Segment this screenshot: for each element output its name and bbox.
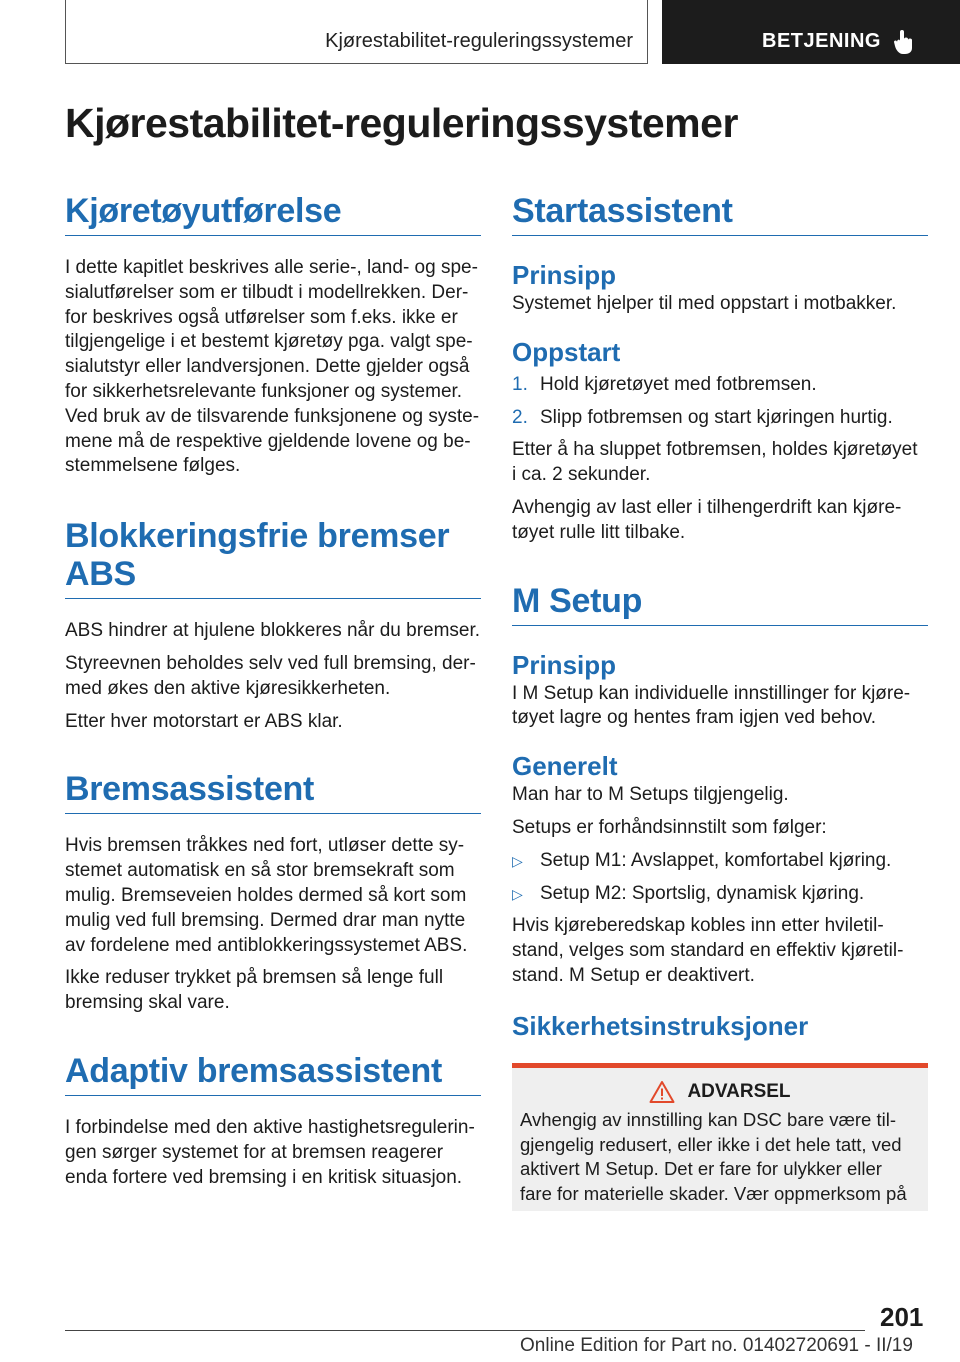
paragraph: I dette kapitlet beskrives alle serie-, land- og spe- sialutførelser som er tilbudt i modellrekken. Der- for beskrives også utførelser som f.eks. ikke er tilgjengelige i et bestemt kjøretøy pga. valgt spe- sialutstyr eller landversjonen. Dette gjelder også for sikkerhetsrelevante funksjoner og systemer. Ved bruk av de tilsvarende funksjonene og syste- mene må de respektive gjeldende lovene og be- stemmelsene følges. — [65, 257, 480, 477]
paragraph: Styreevnen beholdes selv ved full bremsing, der- med økes den aktive kjøresikkerheten. — [65, 652, 476, 699]
step-number: 1. — [512, 373, 528, 395]
warning-label: ADVARSEL — [687, 1080, 791, 1102]
chapter-tab[interactable] — [662, 0, 960, 64]
warning-header — [520, 1080, 920, 1104]
subheading-prinsipp: Prinsipp — [512, 649, 617, 680]
step-number: 2. — [512, 406, 528, 428]
step-text: Hold kjøretøyet med fotbremsen. — [540, 373, 817, 395]
paragraph: Hvis bremsen tråkkes ned fort, utløser dette sy- stemet automatisk en så stor bremsekraft som mulig. Bremseveien holdes dermed så kort som mulig ved full bremsing. Dermed drar man nytte av fordelene med antiblokkeringssystemet ABS. — [65, 835, 468, 956]
section-heading-adaptiv-bremsassistent: Adaptiv bremsassistent — [65, 1052, 481, 1096]
paragraph: Etter hver motorstart er ABS klar. — [65, 710, 343, 732]
hand-pointer-icon — [892, 28, 918, 56]
list-item — [512, 849, 928, 874]
paragraph: I forbindelse med den aktive hastighetsregulerin- gen sørger systemet for at bremsen reagerer enda fortere ved bremsing i en kritisk situasjon. — [65, 1116, 475, 1188]
header-section-box — [65, 0, 648, 64]
section-heading-kjoretoyutforelse: Kjøretøyutførelse — [65, 192, 481, 236]
section-heading-startassistent: Startassistent — [512, 192, 928, 236]
warning-box — [512, 1063, 928, 1211]
warning-content — [512, 1068, 928, 1211]
warning-text: Avhengig av innstilling kan DSC bare være til- gjengelig redusert, eller ikke i det hele tatt, ved aktivert M Setup. Det er fare for ulykker eller fare for materielle skader. Vær oppmerksom på — [520, 1108, 907, 1205]
paragraph: I M Setup kan individuelle innstillinger for kjøre- tøyet lagre og hentes fram igjen ved behov. — [512, 682, 911, 729]
section-heading-abs: Blokkeringsfrie bremser ABS — [65, 517, 481, 599]
paragraph: Systemet hjelper til med oppstart i motbakker. — [512, 293, 897, 314]
paragraph: Setups er forhåndsinnstilt som følger: — [512, 816, 827, 838]
subheading-prinsipp: Prinsipp — [512, 260, 617, 290]
list-item — [512, 882, 928, 907]
subheading-oppstart: Oppstart — [512, 336, 621, 367]
subheading-sikkerhetsinstruksjoner: Sikkerhetsinstruksjoner — [512, 1010, 809, 1041]
list-item — [512, 373, 928, 398]
bullet-text: Setup M1: Avslappet, komfortabel kjøring. — [540, 849, 892, 871]
page-title: Kjørestabilitet-reguleringssystemer — [65, 100, 738, 146]
list-item — [512, 406, 928, 431]
header-section-title: Kjørestabilitet-reguleringssystemer — [325, 30, 633, 52]
left-column — [65, 192, 481, 1190]
section-heading-bremsassistent: Bremsassistent — [65, 770, 481, 814]
triangle-bullet-icon: ▷ — [512, 852, 523, 869]
footer-edition: Online Edition for Part no. 01402720691 - II/19 — [520, 1335, 913, 1356]
paragraph: Ikke reduser trykket på bremsen så lenge full bremsing skal vare. — [65, 967, 444, 1014]
right-column — [512, 192, 928, 1211]
triangle-bullet-icon: ▷ — [512, 885, 523, 902]
paragraph: Avhengig av last eller i tilhengerdrift kan kjøre- tøyet rulle litt tilbake. — [512, 496, 902, 543]
paragraph: Etter å ha sluppet fotbremsen, holdes kjøretøyet i ca. 2 sekunder. — [512, 439, 918, 486]
bullet-text: Setup M2: Sportslig, dynamisk kjøring. — [540, 882, 865, 904]
paragraph: Man har to M Setups tilgjengelig. — [512, 784, 789, 806]
step-text: Slipp fotbremsen og start kjøringen hurtig. — [540, 406, 893, 428]
page-number: 201 — [880, 1302, 924, 1332]
section-heading-m-setup: M Setup — [512, 582, 928, 626]
chapter-tab-label: BETJENING — [762, 30, 881, 52]
warning-triangle-icon — [649, 1080, 675, 1104]
paragraph: ABS hindrer at hjulene blokkeres når du bremser. — [65, 620, 481, 642]
paragraph: Hvis kjøreberedskap kobles inn etter hviletil- stand, velges som standard en effektiv kjøretil- stand. M Setup er deaktivert. — [512, 915, 904, 986]
footer-divider — [65, 1330, 865, 1331]
subheading-generelt: Generelt — [512, 751, 618, 782]
